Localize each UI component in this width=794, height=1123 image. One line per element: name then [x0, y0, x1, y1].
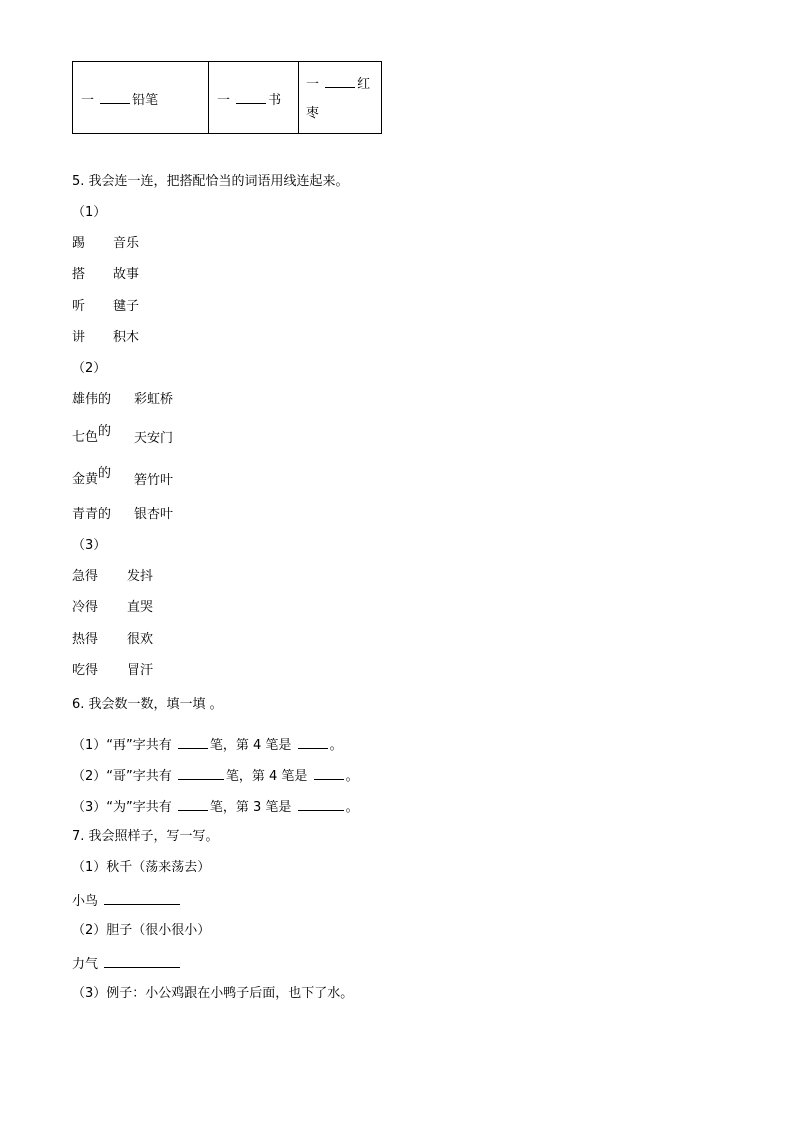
q6-item-1 — [72, 736, 343, 754]
q7-example-2: （2）胆子（很小很小） — [72, 923, 211, 938]
match-left-item[interactable]: 听 — [72, 299, 86, 314]
match-right-item[interactable]: 积木 — [113, 330, 140, 345]
cell-suffix: 红 — [357, 77, 371, 92]
match-right-item[interactable]: 银杏叶 — [134, 507, 174, 522]
q7-title: 7. 我会照样子，写一写。 — [72, 829, 219, 844]
match-left-item[interactable]: 雄伟的 — [72, 392, 112, 407]
q6-item-text-b: 笔，第 4 笔是 — [209, 738, 292, 753]
match-right-item[interactable]: 冒汗 — [127, 663, 154, 678]
fill-blank[interactable] — [178, 767, 224, 780]
cell-suffix: 书 — [268, 93, 282, 108]
table-cell-jujube — [299, 62, 381, 133]
q5-part1-label: （1） — [72, 205, 107, 220]
cell-prefix: 一 — [81, 93, 95, 108]
q5-part2-label: （2） — [72, 361, 107, 376]
fill-blank[interactable] — [178, 736, 208, 749]
match-left-item[interactable] — [72, 424, 112, 446]
match-left-item[interactable]: 青青的 — [72, 507, 112, 522]
match-left-item[interactable]: 吃得 — [72, 663, 99, 678]
match-left-item[interactable] — [72, 466, 112, 488]
match-right-item[interactable]: 毽子 — [113, 299, 140, 314]
q7-answer-label: 小鸟 — [72, 894, 99, 909]
q7-answer-label: 力气 — [72, 957, 99, 972]
q7-answer-2 — [72, 955, 182, 973]
match-right-item[interactable]: 彩虹桥 — [134, 392, 174, 407]
match-left-item[interactable]: 踢 — [72, 236, 86, 251]
cell-suffix-wrap: 枣 — [306, 106, 320, 121]
q6-item-text-b: 笔，第 3 笔是 — [209, 800, 292, 815]
q6-item-text-a: （2）“哥”字共有 — [72, 769, 172, 784]
match-left-item[interactable]: 搭 — [72, 267, 86, 282]
match-right-item[interactable]: 故事 — [113, 267, 140, 282]
fill-blank[interactable] — [236, 91, 266, 104]
q6-title: 6. 我会数一数，填一填 。 — [72, 697, 223, 712]
fill-blank[interactable] — [314, 767, 344, 780]
fill-blank[interactable] — [298, 798, 344, 811]
match-left-sup: 的 — [98, 424, 112, 439]
measure-word-table — [72, 61, 382, 134]
fill-blank[interactable] — [104, 955, 180, 968]
q6-item-text-c: 。 — [329, 738, 343, 753]
q5-title: 5. 我会连一连，把搭配恰当的词语用线连起来。 — [72, 174, 349, 189]
fill-blank[interactable] — [298, 736, 328, 749]
q6-item-text-a: （1）“再”字共有 — [72, 738, 172, 753]
match-left-item[interactable]: 热得 — [72, 632, 99, 647]
q7-answer-1 — [72, 892, 182, 910]
match-left-item[interactable]: 讲 — [72, 330, 86, 345]
match-right-item[interactable]: 发抖 — [127, 569, 154, 584]
match-right-item[interactable]: 天安门 — [134, 431, 174, 446]
q6-item-3 — [72, 798, 359, 816]
match-right-item[interactable]: 箬竹叶 — [134, 473, 174, 488]
fill-blank[interactable] — [325, 75, 355, 88]
cell-prefix: 一 — [217, 93, 231, 108]
table-cell-book — [209, 62, 299, 133]
match-left-word: 金黄 — [72, 472, 99, 487]
cell-prefix: 一 — [306, 77, 320, 92]
q7-example-3: （3）例子：小公鸡跟在小鸭子后面，也下了水。 — [72, 986, 354, 1001]
q6-item-text-c: 。 — [345, 769, 359, 784]
q6-item-text-c: 。 — [345, 800, 359, 815]
q6-item-2 — [72, 767, 359, 785]
match-left-word: 七色 — [72, 430, 99, 445]
match-left-sup: 的 — [98, 466, 112, 481]
table-cell-pencil — [73, 62, 209, 133]
q7-example-1: （1）秋千（荡来荡去） — [72, 860, 211, 875]
cell-suffix: 铅笔 — [132, 93, 159, 108]
q6-item-text-a: （3）“为”字共有 — [72, 800, 172, 815]
fill-blank[interactable] — [104, 892, 180, 905]
q6-item-text-b: 笔，第 4 笔是 — [225, 769, 308, 784]
match-left-item[interactable]: 急得 — [72, 569, 99, 584]
match-right-item[interactable]: 直哭 — [127, 600, 154, 615]
match-right-item[interactable]: 很欢 — [127, 632, 154, 647]
fill-blank[interactable] — [100, 91, 130, 104]
match-left-item[interactable]: 冷得 — [72, 600, 99, 615]
fill-blank[interactable] — [178, 798, 208, 811]
match-right-item[interactable]: 音乐 — [113, 236, 140, 251]
q5-part3-label: （3） — [72, 538, 107, 553]
